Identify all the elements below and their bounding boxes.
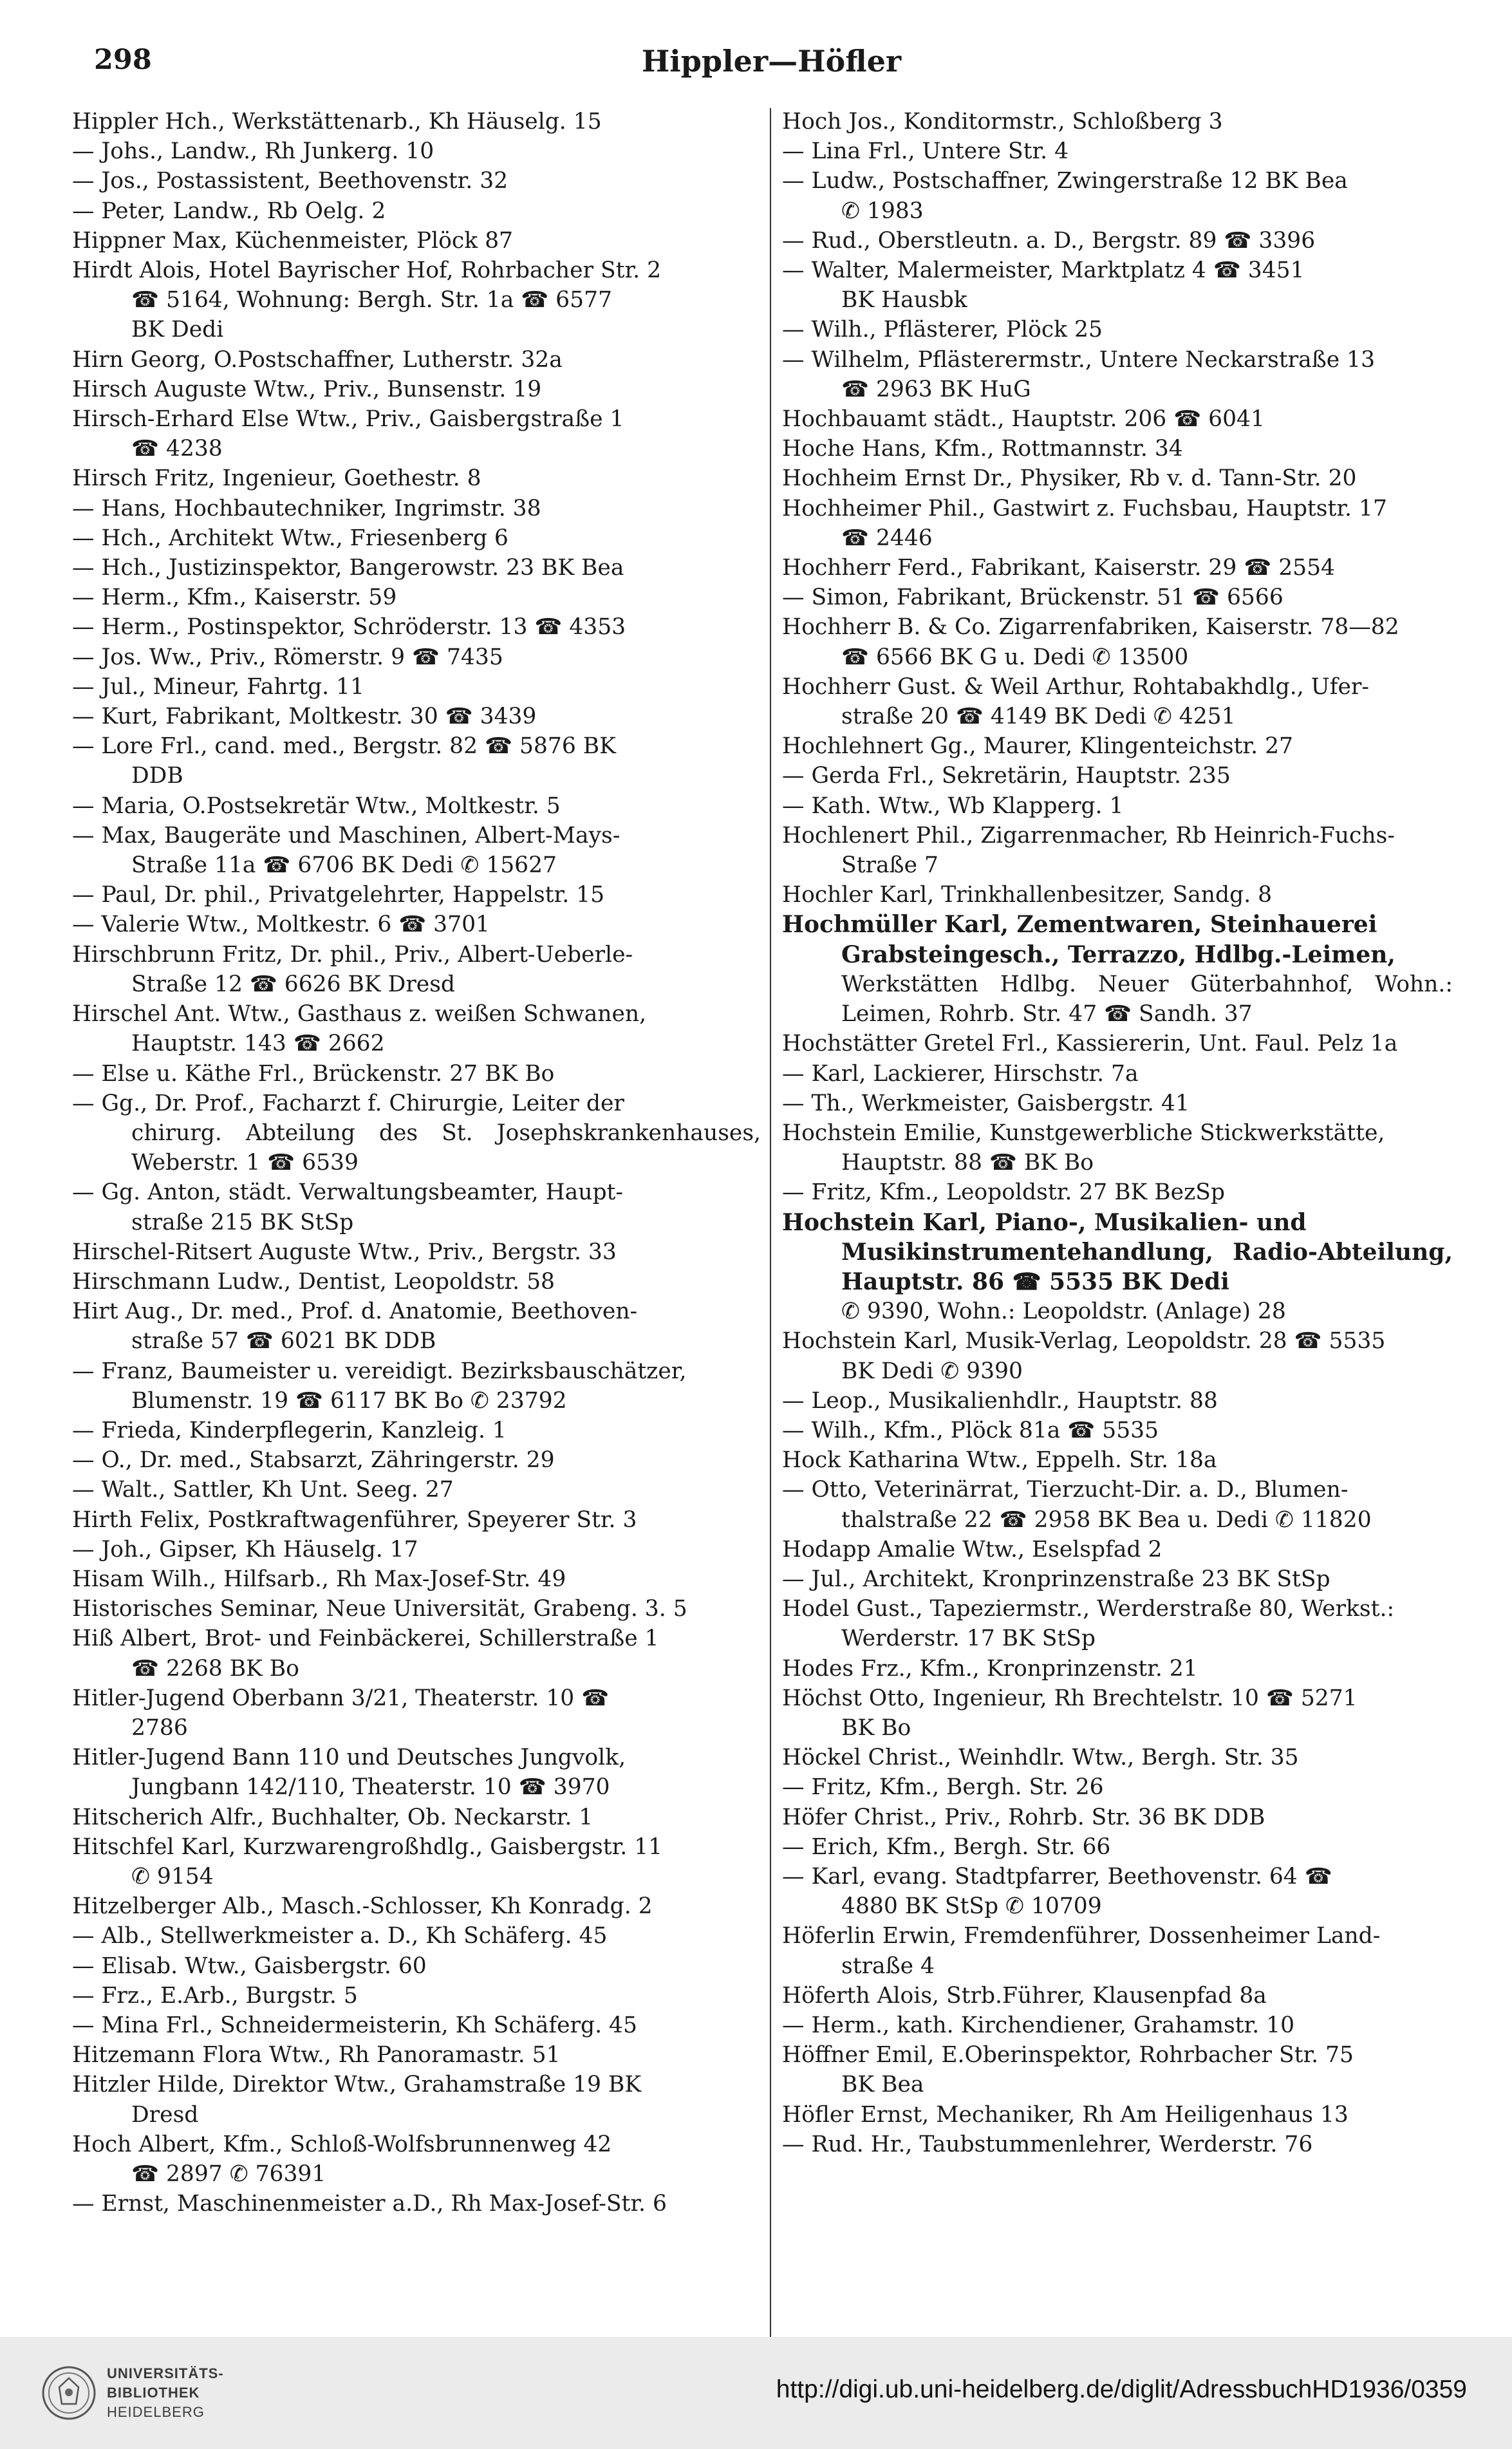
directory-entry (72, 1089, 761, 1178)
entry-text: Hirsch Auguste Wtw., Priv., Bunsenstr. 19 (72, 376, 542, 402)
directory-entry (72, 2130, 761, 2189)
entry-text: Hochlenert Phil., Zigarrenmacher, Rb Heinrich-Fuchs- (782, 822, 1395, 849)
directory-entry (782, 166, 1453, 225)
entry-text: — Wilh., Pflästerer, Plöck 25 (782, 317, 1103, 343)
directory-entry (72, 672, 761, 702)
entry-continuation: ☎ 2446 (841, 525, 933, 551)
entry-text: — Fritz, Kfm., Bergh. Str. 26 (782, 1774, 1104, 1801)
directory-entry (72, 702, 761, 731)
directory-entry (782, 1654, 1453, 1684)
directory-entry (782, 256, 1453, 315)
source-url-link[interactable]: http://digi.ub.uni-heidelberg.de/diglit/AdressbuchHD1936/0359 (776, 2376, 1467, 2403)
entry-text: — Karl, evang. Stadtpfarrer, Beethovenstr. 64 ☎ (782, 1863, 1332, 1890)
entry-text: Hochheimer Phil., Gastwirt z. Fuchsbau, Hauptstr. 17 (782, 495, 1387, 521)
entry-continuation: straße 215 BK StSp (131, 1209, 354, 1235)
directory-entry (72, 1743, 761, 1802)
directory-entry (72, 643, 761, 672)
entry-continuation: Hauptstr. 88 ☎ BK Bo (841, 1150, 1094, 1176)
entry-continuation: ☎ 4238 (131, 436, 223, 462)
directory-entry (782, 1475, 1453, 1534)
directory-entry (72, 375, 761, 404)
entry-continuation: Straße 12 ☎ 6626 BK Dresd (131, 971, 456, 997)
entry-text: Hochmüller Karl, Zementwaren, Steinhauerei (782, 911, 1377, 939)
directory-entry (72, 315, 761, 344)
entry-text: Hirdt Alois, Hotel Bayrischer Hof, Rohrbacher Str. 2 (72, 258, 662, 284)
entry-text: Hitschfel Karl, Kurzwarengroßhdlg., Gaisbergstr. 11 (72, 1834, 663, 1860)
directory-entry (782, 345, 1453, 404)
entry-text: — Frz., E.Arb., Burgstr. 5 (72, 1982, 358, 2009)
directory-entry (72, 404, 761, 464)
entry-continuation: BK Bea (841, 2072, 924, 2098)
directory-entry (782, 1921, 1453, 1980)
directory-entry (782, 2011, 1453, 2040)
directory-entry (72, 1684, 761, 1743)
directory-entry (72, 731, 761, 791)
entry-text: — Hans, Hochbautechniker, Ingrimstr. 38 (72, 495, 541, 521)
entry-text: Hoch Albert, Kfm., Schloß-Wolfsbrunnenweg 42 (72, 2131, 612, 2157)
directory-entry (782, 553, 1453, 583)
directory-entry (72, 1416, 761, 1445)
entry-continuation: Straße 7 (841, 852, 938, 879)
entry-text: — Karl, Lackierer, Hirschstr. 7a (782, 1060, 1139, 1087)
entry-text: — Jul., Mineur, Fahrtg. 11 (72, 673, 364, 700)
entry-continuation: 4880 BK StSp ✆ 10709 (841, 1893, 1102, 1920)
entry-text: Hitzemann Flora Wtw., Rh Panoramastr. 51 (72, 2042, 561, 2069)
entry-text: — Valerie Wtw., Moltkestr. 6 ☎ 3701 (72, 912, 490, 938)
directory-entry (72, 1951, 761, 1981)
directory-entry (72, 1475, 761, 1505)
entry-text: Hippner Max, Küchenmeister, Plöck 87 (72, 227, 513, 254)
left-column (72, 107, 761, 2275)
entry-text: — Johs., Landw., Rh Junkerg. 10 (72, 138, 434, 165)
entry-text: — Herm., kath. Kirchendiener, Grahamstr. 10 (782, 2013, 1295, 2038)
entry-continuation: 2786 (131, 1714, 188, 1741)
entry-text: — Kath. Wtw., Wb Klapperg. 1 (782, 793, 1124, 819)
directory-entry (72, 880, 761, 910)
library-name-line1: UNIVERSITÄTS- (107, 2365, 224, 2381)
entry-text: Hochstein Emilie, Kunstgewerbliche Stickwerkstätte, (782, 1120, 1385, 1146)
directory-entry (72, 1267, 761, 1297)
entry-continuation: Dresd (131, 2101, 199, 2128)
entry-text: — Ernst, Maschinenmeister a.D., Rh Max-Josef-Str. 6 (72, 2191, 667, 2217)
entry-text: — Erich, Kfm., Bergh. Str. 66 (782, 1834, 1111, 1860)
entry-text: — Gg., Dr. Prof., Facharzt f. Chirurgie, Leiter der (72, 1090, 624, 1116)
directory-entry (782, 970, 1453, 1029)
library-name (107, 2364, 224, 2422)
entry-text: — Rud. Hr., Taubstummenlehrer, Werderstr. 76 (782, 2131, 1313, 2157)
entry-continuation: straße 20 ☎ 4149 BK Dedi ✆ 4251 (841, 704, 1236, 730)
directory-entry (72, 1356, 761, 1416)
entry-continuation: ✆ 9390, Wohn.: Leopoldstr. (Anlage) 28 (841, 1299, 1286, 1325)
entry-text: — Gerda Frl., Sekretärin, Hauptstr. 235 (782, 763, 1231, 789)
entry-text: Hodel Gust., Tapeziermstr., Werderstraße 80, Werkst.: (782, 1596, 1395, 1622)
entry-text: Hippler Hch., Werkstättenarb., Kh Häuselg. 15 (72, 109, 602, 135)
directory-entry (72, 1832, 761, 1891)
entry-text: — O., Dr. med., Stabsarzt, Zähringerstr. 29 (72, 1447, 555, 1474)
directory-entry (782, 731, 1453, 761)
entry-continuation: thalstraße 22 ☎ 2958 BK Bea u. Dedi ✆ 11820 (841, 1506, 1372, 1533)
entry-text: — Franz, Baumeister u. vereidigt. Bezirksbauschätzer, (72, 1358, 687, 1384)
directory-entry (72, 1921, 761, 1951)
entry-text: Höferth Alois, Strb.Führer, Klausenpfad 8a (782, 1982, 1267, 2009)
right-column (782, 107, 1453, 2275)
directory-entry (782, 1118, 1453, 1178)
entry-text: Hirschmann Ludw., Dentist, Leopoldstr. 58 (72, 1268, 555, 1295)
directory-entry (782, 1535, 1453, 1564)
entry-text: Hodes Frz., Kfm., Kronprinzenstr. 21 (782, 1655, 1198, 1682)
directory-entry (782, 1059, 1453, 1089)
directory-entry (782, 464, 1453, 493)
footer-bar (0, 2337, 1512, 2449)
directory-entry (782, 226, 1453, 256)
entry-continuation: straße 4 (841, 1953, 935, 1979)
entry-text: Hochheim Ernst Dr., Physiker, Rb v. d. Tann-Str. 20 (782, 465, 1357, 492)
library-name-line3: HEIDELBERG (107, 2404, 205, 2420)
entry-text: Hirth Felix, Postkraftwagenführer, Speyerer Str. 3 (72, 1506, 637, 1533)
directory-entry (782, 2130, 1453, 2159)
directory-entry (782, 1981, 1453, 2011)
entry-text: — Lina Frl., Untere Str. 4 (782, 138, 1069, 165)
directory-entry (782, 2100, 1453, 2130)
directory-entry (72, 1535, 761, 1564)
entry-text: — Elisab. Wtw., Gaisbergstr. 60 (72, 1953, 427, 1979)
entry-text: — Wilh., Kfm., Plöck 81a ☎ 5535 (782, 1417, 1159, 1443)
entry-continuation: Werkstätten Hdlbg. Neuer Güterbahnhof, Wohn.: Leimen, Rohrb. Str. 47 ☎ Sandh. 37 (841, 971, 1453, 1027)
directory-entry (72, 553, 761, 583)
entry-text: Höfler Ernst, Mechaniker, Rh Am Heiligenhaus 13 (782, 2101, 1349, 2128)
directory-entry (782, 1297, 1453, 1326)
directory-entry (782, 1564, 1453, 1594)
directory-entry (72, 1059, 761, 1089)
entry-text: — Joh., Gipser, Kh Häuselg. 17 (72, 1536, 418, 1562)
directory-entry (72, 1505, 761, 1535)
entry-text: — Herm., Postinspektor, Schröderstr. 13 ☎ 4353 (72, 614, 626, 641)
entry-text: Hodapp Amalie Wtw., Eselspfad 2 (782, 1536, 1162, 1562)
directory-entry (782, 136, 1453, 166)
entry-text: Hoche Hans, Kfm., Rottmannstr. 34 (782, 436, 1183, 462)
directory-entry (782, 1029, 1453, 1058)
entry-text: — Frieda, Kinderpflegerin, Kanzleig. 1 (72, 1417, 507, 1443)
entry-text: — Herm., Kfm., Kaiserstr. 59 (72, 585, 397, 611)
directory-entry (782, 1684, 1453, 1743)
entry-text: — Jos. Ww., Priv., Römerstr. 9 ☎ 7435 (72, 644, 503, 670)
library-seal-icon (41, 2365, 97, 2421)
library-name-line2: BIBLIOTHEK (107, 2385, 200, 2401)
entry-text: — Peter, Landw., Rb Oelg. 2 (72, 198, 386, 224)
entry-text: Hitler-Jugend Oberbann 3/21, Theaterstr. 10 ☎ (72, 1685, 610, 1711)
entry-text: — Th., Werkmeister, Gaisbergstr. 41 (782, 1090, 1190, 1116)
directory-entry (782, 1803, 1453, 1832)
entry-text: — Rud., Oberstleutn. a. D., Bergstr. 89 ☎ 3396 (782, 227, 1316, 254)
directory-entry (782, 1594, 1453, 1653)
entry-continuation: BK Dedi ✆ 9390 (841, 1358, 1023, 1384)
directory-entry (782, 1832, 1453, 1862)
entry-continuation: Blumenstr. 19 ☎ 6117 BK Bo ✆ 23792 (131, 1387, 567, 1414)
directory-entry (782, 612, 1453, 671)
entry-text: Hochler Karl, Trinkhallenbesitzer, Sandg. 8 (782, 882, 1273, 908)
entry-text: Hochstätter Gretel Frl., Kassiererin, Unt. Faul. Pelz 1a (782, 1031, 1398, 1057)
entry-continuation: Grabsteingesch., Terrazzo, Hdlbg.-Leimen, (841, 941, 1395, 968)
directory-entry (72, 1237, 761, 1267)
entry-text: Hochbauamt städt., Hauptstr. 206 ☎ 6041 (782, 406, 1265, 433)
directory-entry (72, 910, 761, 939)
entry-text: Hirschbrunn Fritz, Dr. phil., Priv., Albert-Ueberle- (72, 941, 633, 968)
entry-text: Höferlin Erwin, Fremdenführer, Dossenheimer Land- (782, 1923, 1381, 1949)
directory-entry (72, 791, 761, 821)
entry-continuation: ☎ 2897 ✆ 76391 (131, 2161, 326, 2188)
directory-entry (72, 583, 761, 612)
page-number: 298 (94, 44, 152, 76)
directory-entry (72, 1178, 761, 1237)
directory-entry (782, 1386, 1453, 1416)
entry-continuation: BK Hausbk (841, 287, 967, 314)
directory-entry (72, 2040, 761, 2070)
directory-entry (782, 1416, 1453, 1445)
entry-text: Hirschel Ant. Wtw., Gasthaus z. weißen Schwanen, (72, 1001, 647, 1027)
entry-text: — Jul., Architekt, Kronprinzenstraße 23 BK StSp (782, 1566, 1330, 1592)
directory-entry (782, 583, 1453, 612)
directory-entry (72, 2189, 761, 2219)
entry-text: — Maria, O.Postsekretär Wtw., Moltkestr. 5 (72, 793, 561, 819)
entry-text: Hochherr B. & Co. Zigarrenfabriken, Kaiserstr. 78—82 (782, 614, 1399, 641)
entry-continuation: ☎ 2963 BK HuG (841, 376, 1031, 402)
directory-entry (72, 1445, 761, 1475)
directory-entry (72, 2011, 761, 2040)
entry-text: — Fritz, Kfm., Leopoldstr. 27 BK BezSp (782, 1179, 1225, 1206)
directory-entry (72, 226, 761, 256)
entry-text: — Max, Baugeräte und Maschinen, Albert-Mays- (72, 822, 621, 849)
directory-entry (72, 612, 761, 642)
entry-text: — Jos., Postassistent, Beethovenstr. 32 (72, 168, 509, 194)
directory-entry (72, 107, 761, 136)
entry-text: Hoch Jos., Konditormstr., Schloßberg 3 (782, 109, 1223, 135)
entry-text: Hirschel-Ritsert Auguste Wtw., Priv., Bergstr. 33 (72, 1239, 617, 1265)
directory-entry (72, 1594, 761, 1624)
directory-entry (782, 1862, 1453, 1921)
entry-text: — Gg. Anton, städt. Verwaltungsbeamter, Haupt- (72, 1179, 624, 1206)
entry-text: Hochherr Gust. & Weil Arthur, Rohtabakhdlg., Ufer- (782, 673, 1370, 700)
entry-text: Hock Katharina Wtw., Eppelh. Str. 18a (782, 1447, 1217, 1474)
entry-text: — Paul, Dr. phil., Privatgelehrter, Happelstr. 15 (72, 882, 605, 908)
entry-continuation: ☎ 5164, Wohnung: Bergh. Str. 1a ☎ 6577 (131, 287, 612, 314)
entry-text: Hitscherich Alfr., Buchhalter, Ob. Neckarstr. 1 (72, 1804, 593, 1830)
entry-continuation: ☎ 2268 BK Bo (131, 1655, 299, 1682)
directory-entry (782, 2040, 1453, 2099)
directory-entry (782, 1089, 1453, 1118)
directory-entry (782, 880, 1453, 910)
directory-entry (782, 404, 1453, 434)
directory-entry (72, 940, 761, 999)
directory-entry (72, 821, 761, 880)
directory-entry (72, 2070, 761, 2129)
directory-entry (782, 494, 1453, 553)
entry-text: Hiß Albert, Brot- und Feinbäckerei, Schillerstraße 1 (72, 1626, 659, 1652)
entry-text: Historisches Seminar, Neue Universität, Grabeng. 3. 5 (72, 1596, 687, 1622)
directory-entry (72, 166, 761, 196)
directory-columns (72, 107, 1453, 2275)
directory-entry (782, 434, 1453, 464)
entry-continuation: straße 57 ☎ 6021 BK DDB (131, 1328, 436, 1355)
entry-text: Höchst Otto, Ingenieur, Rh Brechtelstr. 10 ☎ 5271 (782, 1685, 1358, 1711)
directory-entry (782, 107, 1453, 136)
directory-entry (72, 494, 761, 523)
entry-continuation: Werderstr. 17 BK StSp (841, 1626, 1096, 1652)
entry-continuation: BK Dedi (131, 317, 224, 343)
entry-text: Hirn Georg, O.Postschaffner, Lutherstr. 32a (72, 346, 563, 373)
directory-entry (782, 1743, 1453, 1772)
directory-entry (72, 1624, 761, 1683)
entry-continuation: DDB (131, 763, 183, 789)
entry-text: — Else u. Käthe Frl., Brückenstr. 27 BK Bo (72, 1060, 555, 1087)
entry-text: Höckel Christ., Weinhdlr. Wtw., Bergh. Str. 35 (782, 1745, 1299, 1771)
directory-entry (782, 1326, 1453, 1385)
entry-continuation: Jungbann 142/110, Theaterstr. 10 ☎ 3970 (131, 1774, 610, 1801)
entry-text: — Lore Frl., cand. med., Bergstr. 82 ☎ 5876 BK (72, 733, 616, 760)
entry-text: Hisam Wilh., Hilfsarb., Rh Max-Josef-Str. 49 (72, 1566, 566, 1592)
directory-entry (72, 999, 761, 1058)
entry-text: — Hch., Justizinspektor, Bangerowstr. 23 BK Bea (72, 555, 624, 581)
entry-text: — Walter, Malermeister, Marktplatz 4 ☎ 3451 (782, 258, 1305, 284)
column-divider (770, 108, 771, 2385)
entry-text: Hochstein Karl, Piano-, Musikalien- und (782, 1208, 1307, 1236)
entry-text: Hitzelberger Alb., Masch.-Schlosser, Kh Konradg. 2 (72, 1893, 653, 1920)
entry-continuation: ☎ 6566 BK G u. Dedi ✆ 13500 (841, 644, 1189, 670)
entry-text: — Simon, Fabrikant, Brückenstr. 51 ☎ 6566 (782, 585, 1283, 611)
entry-text: — Otto, Veterinärrat, Tierzucht-Dir. a. D., Blumen- (782, 1477, 1349, 1503)
directory-entry (72, 1564, 761, 1594)
directory-entry (782, 910, 1453, 969)
directory-entry (782, 1772, 1453, 1802)
entry-text: — Alb., Stellwerkmeister a. D., Kh Schäferg. 45 (72, 1923, 608, 1949)
entry-text: Hitzler Hilde, Direktor Wtw., Grahamstraße 19 BK (72, 2072, 642, 2098)
entry-text: Hochherr Ferd., Fabrikant, Kaiserstr. 29 ☎ 2554 (782, 555, 1335, 581)
entry-text: Hirt Aug., Dr. med., Prof. d. Anatomie, Beethoven- (72, 1299, 638, 1325)
entry-continuation: chirurg. Abteilung des St. Josephskrankenhauses, Weberstr. 1 ☎ 6539 (131, 1120, 761, 1176)
page-header (94, 44, 1449, 89)
directory-entry (72, 1803, 761, 1832)
directory-entry (782, 821, 1453, 880)
entry-text: Hirsch Fritz, Ingenieur, Goethestr. 8 (72, 465, 481, 492)
entry-text: — Walt., Sattler, Kh Unt. Seeg. 27 (72, 1477, 454, 1503)
running-head: Hippler—Höfler (641, 44, 902, 79)
entry-continuation: ✆ 1983 (841, 198, 924, 224)
entry-text: Höffner Emil, E.Oberinspektor, Rohrbacher Str. 75 (782, 2042, 1354, 2069)
entry-continuation: ✆ 9154 (131, 1863, 214, 1890)
entry-text: Hitler-Jugend Bann 110 und Deutsches Jungvolk, (72, 1745, 626, 1771)
directory-entry (782, 1178, 1453, 1207)
directory-entry (72, 1981, 761, 2011)
entry-continuation: Hauptstr. 143 ☎ 2662 (131, 1031, 385, 1057)
directory-entry (782, 1208, 1453, 1297)
directory-entry (782, 672, 1453, 731)
directory-entry (782, 761, 1453, 791)
directory-entry (782, 1445, 1453, 1475)
entry-text: — Kurt, Fabrikant, Moltkestr. 30 ☎ 3439 (72, 704, 537, 730)
entry-text: Hochstein Karl, Musik-Verlag, Leopoldstr. 28 ☎ 5535 (782, 1328, 1386, 1355)
entry-continuation: Musikinstrumentehandlung, Radio-Abteilung, Hauptstr. 86 ☎ 5535 BK Dedi (841, 1238, 1453, 1295)
directory-entry (72, 1891, 761, 1921)
entry-text: — Hch., Architekt Wtw., Friesenberg 6 (72, 525, 509, 551)
directory-entry (72, 523, 761, 553)
entry-continuation: Straße 11a ☎ 6706 BK Dedi ✆ 15627 (131, 852, 557, 879)
entry-text: Höfer Christ., Priv., Rohrb. Str. 36 BK DDB (782, 1804, 1265, 1830)
directory-entry (72, 136, 761, 166)
entry-text: Hirsch-Erhard Else Wtw., Priv., Gaisbergstraße 1 (72, 406, 624, 433)
directory-entry (782, 315, 1453, 344)
directory-entry (72, 196, 761, 226)
directory-entry (72, 345, 761, 375)
entry-text: Hochlehnert Gg., Maurer, Klingenteichstr. 27 (782, 733, 1293, 760)
directory-entry (72, 464, 761, 493)
entry-text: — Ludw., Postschaffner, Zwingerstraße 12 BK Bea (782, 168, 1348, 194)
entry-text: — Mina Frl., Schneidermeisterin, Kh Schäferg. 45 (72, 2013, 637, 2038)
entry-continuation: BK Bo (841, 1714, 911, 1741)
entry-text: — Leop., Musikalienhdlr., Hauptstr. 88 (782, 1387, 1218, 1414)
directory-entry (782, 791, 1453, 821)
directory-entry (72, 256, 761, 315)
entry-text: — Wilhelm, Pflästerermstr., Untere Neckarstraße 13 (782, 346, 1376, 373)
directory-entry (72, 1297, 761, 1356)
